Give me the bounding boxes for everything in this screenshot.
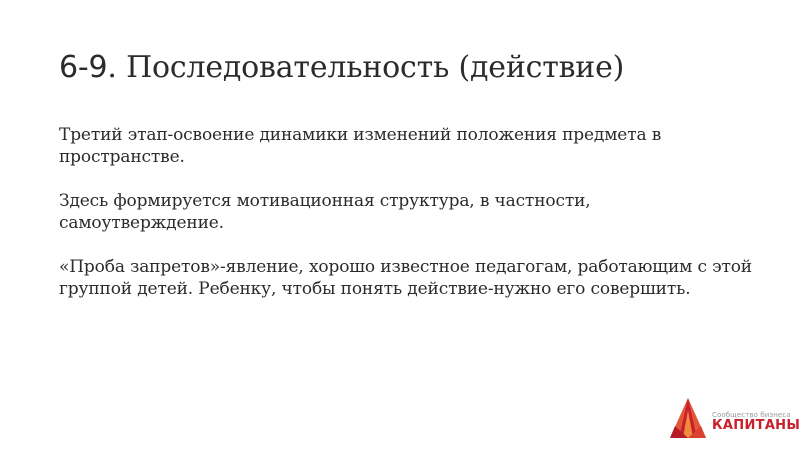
logo-tagline: Сообщество бизнеса: [712, 411, 791, 419]
capitans-logo-icon: [668, 396, 708, 440]
paragraph-3: «Проба запретов»-явление, хорошо известное педагогам, работающим с этой группой детей. Ребенку, чтобы понять действие-нужно его совершить.: [59, 257, 752, 299]
slide-number: 6-9: [59, 50, 108, 85]
capitans-logo: [668, 396, 800, 440]
slide-title: [59, 48, 624, 88]
slide-body: [59, 124, 759, 322]
logo-name: КАПИТАНЫ: [712, 418, 800, 433]
paragraph-1: Третий этап-освоение динамики изменений положения предмета в пространстве.: [59, 125, 662, 167]
slide-title-text: . Последовательность (действие): [107, 50, 625, 85]
paragraph-2: Здесь формируется мотивационная структура, в частности, самоутверждение.: [59, 191, 591, 233]
